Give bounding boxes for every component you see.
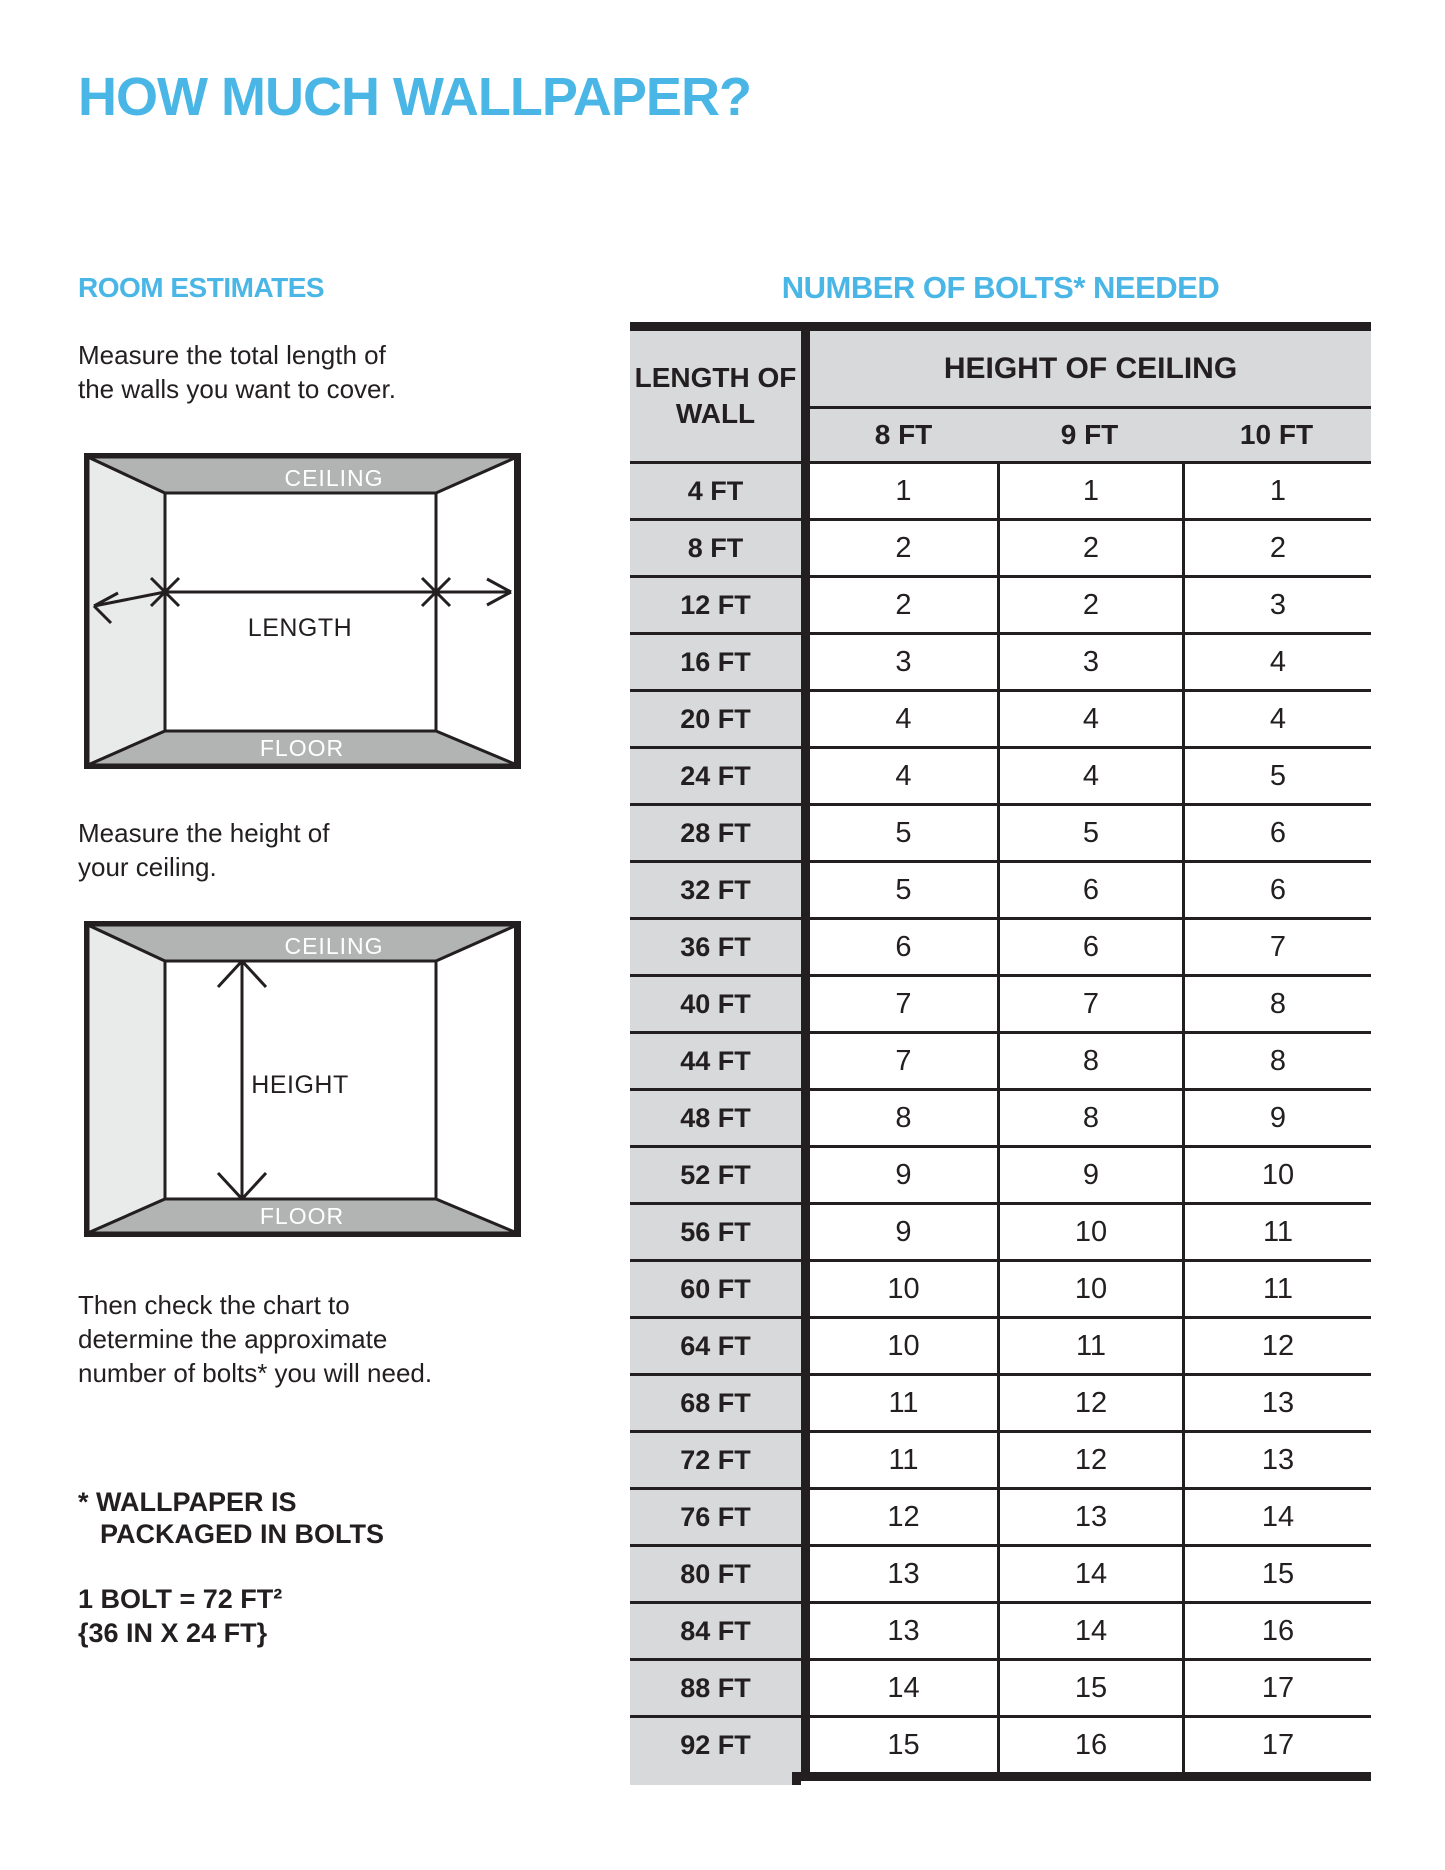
ceiling-label: CEILING [284,933,384,959]
bolts-cell-8ft: 4 [810,746,997,803]
instruction-line: Then check the chart to [78,1290,350,1320]
bolts-cell-8ft: 9 [810,1145,997,1202]
bolts-cell-9ft: 3 [997,632,1182,689]
bolts-cell-8ft: 7 [810,1031,997,1088]
wall-length-label: 56 FT [630,1202,810,1259]
wall-length-label: 20 FT [630,689,810,746]
wall-length-label: 76 FT [630,1487,810,1544]
footnote-line: * WALLPAPER IS [78,1487,297,1517]
chart-instruction [78,1288,432,1390]
bolts-cell-10ft: 8 [1182,974,1371,1031]
page-title: HOW MUCH WALLPAPER? [78,67,751,127]
wall-length-label: 92 FT [630,1715,810,1772]
room-height-diagram [84,921,521,1237]
bolts-cell-9ft: 16 [997,1715,1182,1772]
wall-length-label: 84 FT [630,1601,810,1658]
column-header-10ft: 10 FT [1182,409,1371,461]
bolts-cell-8ft: 2 [810,575,997,632]
instruction-line: number of bolts* you will need. [78,1358,433,1388]
bolts-cell-8ft: 14 [810,1658,997,1715]
wall-length-label: 12 FT [630,575,810,632]
wall-length-label: 36 FT [630,917,810,974]
bolts-cell-8ft: 5 [810,860,997,917]
length-dimension-label: LENGTH [247,614,353,642]
bolts-cell-10ft: 4 [1182,689,1371,746]
bolts-cell-9ft: 2 [997,518,1182,575]
bolts-cell-8ft: 2 [810,518,997,575]
bolts-cell-10ft: 14 [1182,1487,1371,1544]
bolts-cell-9ft: 2 [997,575,1182,632]
height-dimension-label: HEIGHT [251,1071,349,1099]
wall-length-label: 8 FT [630,518,810,575]
wall-length-label: 32 FT [630,860,810,917]
row-group-header: LENGTH OF WALL [630,331,810,461]
bolts-cell-10ft: 9 [1182,1088,1371,1145]
table-footer-tab [630,1772,801,1785]
wall-length-label: 80 FT [630,1544,810,1601]
wall-length-label: 44 FT [630,1031,810,1088]
bolts-cell-8ft: 15 [810,1715,997,1772]
instruction-line: Measure the total length of [78,340,386,370]
bolts-cell-9ft: 15 [997,1658,1182,1715]
bolts-cell-10ft: 2 [1182,518,1371,575]
bolts-cell-10ft: 13 [1182,1373,1371,1430]
bolts-cell-9ft: 12 [997,1373,1182,1430]
bolts-cell-8ft: 11 [810,1373,997,1430]
bolts-cell-8ft: 7 [810,974,997,1031]
bolts-cell-10ft: 4 [1182,632,1371,689]
left-wall [88,925,165,1233]
instruction-line: Measure the height of [78,818,330,848]
bolt-dimensions: {36 IN X 24 FT} [78,1618,268,1648]
bolts-table [630,322,1371,1772]
bolts-cell-9ft: 4 [997,689,1182,746]
ceiling-label: CEILING [284,465,384,491]
bolts-cell-9ft: 9 [997,1145,1182,1202]
bolts-cell-9ft: 12 [997,1430,1182,1487]
wall-length-label: 88 FT [630,1658,810,1715]
bolts-cell-8ft: 13 [810,1601,997,1658]
bolts-cell-9ft: 8 [997,1088,1182,1145]
wall-length-label: 24 FT [630,746,810,803]
bolts-cell-8ft: 4 [810,689,997,746]
bolts-cell-8ft: 13 [810,1544,997,1601]
bolts-cell-8ft: 9 [810,1202,997,1259]
bolts-cell-10ft: 10 [1182,1145,1371,1202]
bolts-cell-10ft: 5 [1182,746,1371,803]
bolts-cell-10ft: 13 [1182,1430,1371,1487]
bolts-cell-9ft: 14 [997,1544,1182,1601]
bolts-cell-10ft: 3 [1182,575,1371,632]
wall-length-label: 72 FT [630,1430,810,1487]
bolts-cell-8ft: 8 [810,1088,997,1145]
bolts-cell-9ft: 14 [997,1601,1182,1658]
bolts-cell-8ft: 3 [810,632,997,689]
bolts-cell-8ft: 1 [810,461,997,518]
instruction-line: determine the approximate [78,1324,388,1354]
bolts-cell-10ft: 8 [1182,1031,1371,1088]
bolts-cell-9ft: 10 [997,1259,1182,1316]
instruction-line: your ceiling. [78,852,217,882]
bolts-cell-10ft: 6 [1182,803,1371,860]
floor-label: FLOOR [259,1203,345,1229]
bolts-cell-10ft: 15 [1182,1544,1371,1601]
bolts-cell-8ft: 10 [810,1259,997,1316]
wall-length-label: 52 FT [630,1145,810,1202]
bolts-cell-10ft: 7 [1182,917,1371,974]
column-header-9ft: 9 FT [997,409,1182,461]
bolts-needed-heading: NUMBER OF BOLTS* NEEDED [781,270,1220,305]
bolts-cell-9ft: 6 [997,917,1182,974]
wall-length-label: 48 FT [630,1088,810,1145]
bolts-cell-10ft: 6 [1182,860,1371,917]
bolts-footnote [78,1486,384,1550]
bolts-cell-9ft: 10 [997,1202,1182,1259]
wall-length-label: 4 FT [630,461,810,518]
bolts-cell-10ft: 11 [1182,1202,1371,1259]
bolts-cell-9ft: 8 [997,1031,1182,1088]
bolts-cell-10ft: 12 [1182,1316,1371,1373]
bolts-cell-10ft: 11 [1182,1259,1371,1316]
bolts-cell-9ft: 11 [997,1316,1182,1373]
wall-length-label: 68 FT [630,1373,810,1430]
bolt-size-info [78,1582,282,1650]
wall-length-label: 16 FT [630,632,810,689]
bolts-cell-8ft: 5 [810,803,997,860]
bolts-cell-9ft: 5 [997,803,1182,860]
instruction-line: the walls you want to cover. [78,374,396,404]
bolts-cell-10ft: 16 [1182,1601,1371,1658]
wall-length-label: 60 FT [630,1259,810,1316]
wall-length-label: 28 FT [630,803,810,860]
bolts-cell-10ft: 17 [1182,1715,1371,1772]
bolts-cell-8ft: 12 [810,1487,997,1544]
length-instruction [78,338,396,406]
table-bottom-border [801,1772,1371,1781]
bolts-cell-9ft: 4 [997,746,1182,803]
bolt-equation: 1 BOLT = 72 FT² [78,1584,283,1614]
footnote-line: PACKAGED IN BOLTS [100,1519,385,1549]
room-estimates-heading: ROOM ESTIMATES [78,272,325,303]
height-instruction [78,816,330,884]
bolts-cell-8ft: 11 [810,1430,997,1487]
column-header-8ft: 8 FT [810,409,997,461]
bolts-cell-10ft: 1 [1182,461,1371,518]
floor-label: FLOOR [259,735,345,761]
bolts-cell-9ft: 7 [997,974,1182,1031]
bolts-cell-10ft: 17 [1182,1658,1371,1715]
bolts-cell-9ft: 1 [997,461,1182,518]
room-length-diagram [84,453,521,769]
bolts-cell-8ft: 10 [810,1316,997,1373]
bolts-cell-9ft: 13 [997,1487,1182,1544]
wall-length-label: 64 FT [630,1316,810,1373]
bolts-cell-8ft: 6 [810,917,997,974]
bolts-cell-9ft: 6 [997,860,1182,917]
wall-length-label: 40 FT [630,974,810,1031]
column-group-header: HEIGHT OF CEILING [810,331,1371,409]
